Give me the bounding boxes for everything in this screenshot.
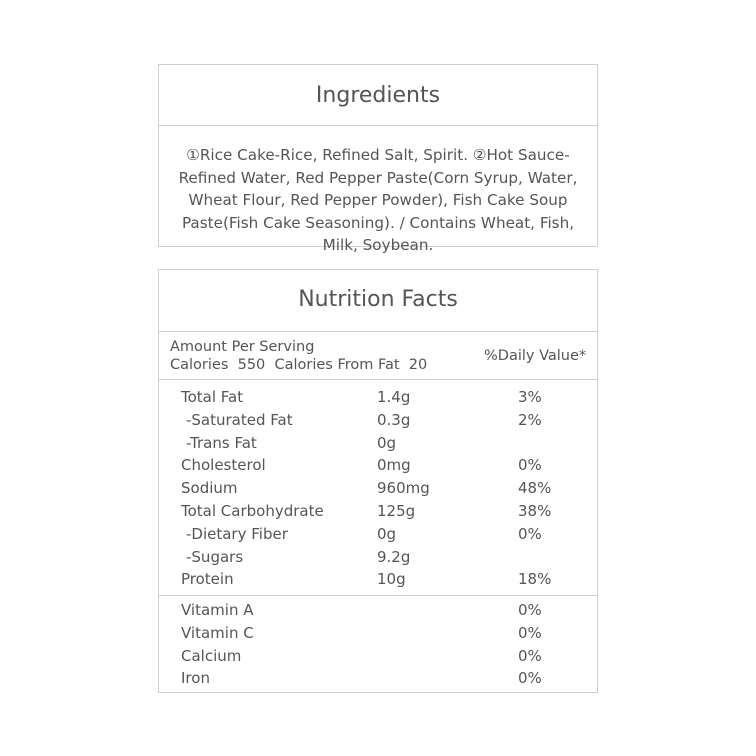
nutrient-daily-value: 0%	[518, 456, 542, 475]
nutrient-name: Protein	[181, 570, 234, 589]
nutrient-amount: 0g	[377, 524, 397, 543]
vitamin-row	[159, 622, 597, 645]
nutrient-amount: 0mg	[377, 456, 411, 475]
nutrient-amount: 0g	[377, 433, 397, 452]
amount-per-serving-label: Amount Per Serving	[170, 339, 315, 355]
nutrient-row	[159, 568, 597, 591]
nutrient-daily-value: 18%	[518, 570, 552, 589]
serving-info	[159, 332, 597, 380]
daily-value-header: %Daily Value*	[484, 348, 587, 364]
nutrient-name: -Saturated Fat	[186, 410, 293, 429]
nutrient-daily-value: 2%	[518, 410, 542, 429]
vitamin-name: Vitamin A	[181, 601, 254, 619]
vitamin-name: Calcium	[181, 646, 242, 665]
nutrient-row	[159, 432, 597, 455]
nutrient-row	[159, 454, 597, 477]
nutrient-amount: 960mg	[377, 479, 430, 498]
nutrient-amount: 125g	[377, 501, 416, 520]
nutrition-title: Nutrition Facts	[159, 270, 597, 332]
nutrients-table	[159, 380, 597, 596]
ingredients-panel	[158, 64, 598, 254]
nutrient-name: Cholesterol	[181, 456, 266, 475]
vitamin-daily-value: 0%	[518, 601, 542, 619]
nutrient-row	[159, 477, 597, 500]
nutrient-name: Total Carbohydrate	[181, 501, 324, 520]
ingredients-title: Ingredients	[159, 65, 597, 126]
nutrition-facts-panel	[158, 269, 598, 693]
vitamin-row	[159, 667, 597, 690]
vitamin-daily-value: 0%	[518, 669, 542, 688]
nutrient-row	[159, 523, 597, 546]
nutrient-daily-value: 48%	[518, 479, 552, 498]
nutrient-name: Total Fat	[181, 388, 244, 406]
vitamin-daily-value: 0%	[518, 623, 542, 642]
nutrient-row	[159, 386, 597, 409]
nutrient-name: -Dietary Fiber	[186, 524, 288, 543]
nutrient-amount: 10g	[377, 570, 406, 589]
nutrient-amount: 1.4g	[377, 388, 411, 406]
vitamin-name: Vitamin C	[181, 623, 254, 642]
vitamins-table	[159, 596, 597, 690]
nutrient-daily-value: 38%	[518, 501, 552, 520]
vitamin-row	[159, 599, 597, 622]
nutrient-amount: 9.2g	[377, 547, 411, 566]
nutrient-row	[159, 546, 597, 569]
nutrient-name: -Trans Fat	[186, 433, 257, 452]
nutrient-name: Sodium	[181, 479, 238, 498]
nutrient-daily-value: 0%	[518, 524, 542, 543]
vitamin-row	[159, 645, 597, 668]
calories-line: Calories 550 Calories From Fat 20	[170, 357, 428, 373]
vitamin-name: Iron	[181, 669, 210, 688]
nutrient-row	[159, 409, 597, 432]
nutrient-amount: 0.3g	[377, 410, 411, 429]
ingredients-text: ①Rice Cake-Rice, Refined Salt, Spirit. ②Hot Sauce-Refined Water, Red Pepper Paste(Corn Syrup, Water, Wheat Flour, Red Pepper Powder), Fish Cake Soup Paste(Fish Cake Seasoning). / Contains Wheat, Fish, Milk, Soybean.	[178, 146, 578, 254]
nutrient-name: -Sugars	[186, 547, 244, 566]
nutrient-daily-value: 3%	[518, 388, 542, 406]
vitamin-daily-value: 0%	[518, 646, 542, 665]
nutrient-row	[159, 500, 597, 523]
